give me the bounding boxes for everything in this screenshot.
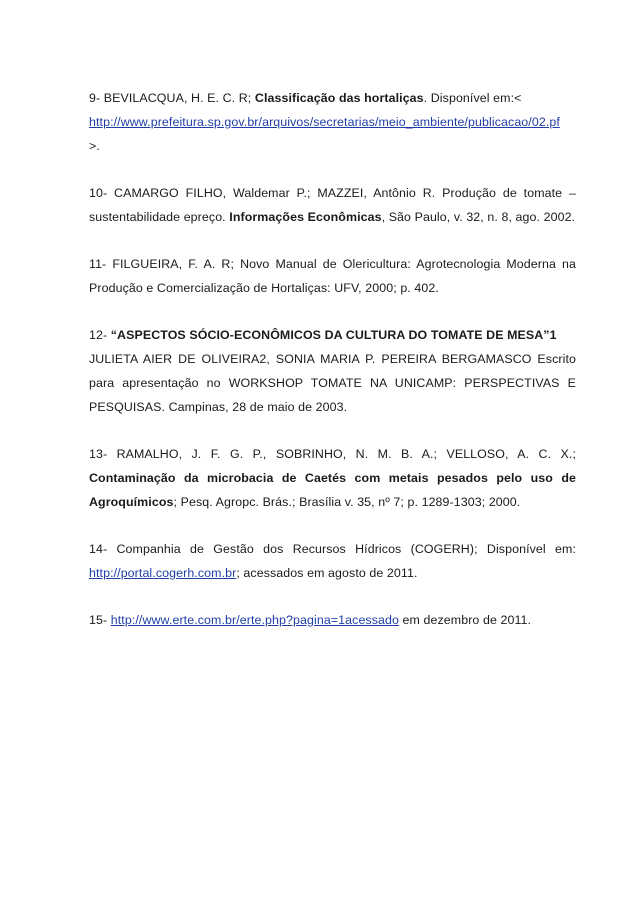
reference-14-source: 14- Companhia de Gestão dos Recursos Hídricos (COGERH); Disponível em: [89,542,576,556]
reference-10-authors: 10- CAMARGO FILHO, Waldemar P.; MAZZEI, Antônio R. Produção de tomate – sustentabilidade epreço. [89,186,576,224]
reference-9-title: Classificação das hortaliças [254,91,424,105]
reference-15-suffix: em dezembro de 2011. [399,613,532,627]
reference-10 [89,181,576,229]
reference-9-suffix: >. [89,139,100,153]
reference-12 [89,323,576,419]
reference-13-title: Contaminação da microbacia de Caetés com metais pesados pelo uso de Agroquímicos [89,471,576,509]
reference-list [89,86,576,655]
reference-13-authors: 13- RAMALHO, J. F. G. P., SOBRINHO, N. M. B. A.; VELLOSO, A. C. X.; [89,447,576,461]
reference-12-title: “ASPECTOS SÓCIO-ECONÔMICOS DA CULTURA DO TOMATE DE MESA”1 [110,328,557,342]
reference-10-suffix: , São Paulo, v. 32, n. 8, ago. 2002. [381,210,576,224]
reference-11-text: 11- FILGUEIRA, F. A. R; Novo Manual de Olericultura: Agrotecnologia Moderna na Produção e Comercialização de Hortaliças: UFV, 2000; p. 402. [89,257,576,295]
reference-9-link[interactable]: http://www.prefeitura.sp.gov.br/arquivos/secretarias/meio_ambiente/publicacao/02.pf [89,115,560,129]
reference-9-available-at: . Disponível em:< [423,91,522,105]
reference-11 [89,252,576,300]
reference-15 [89,608,576,632]
reference-10-journal: Informações Econômicas [229,210,382,224]
reference-14-link[interactable]: http://portal.cogerh.com.br [89,566,237,580]
reference-9-authors: 9- BEVILACQUA, H. E. C. R; [89,91,255,105]
reference-13-suffix: ; Pesq. Agropc. Brás.; Brasília v. 35, nº 7; p. 1289-1303; 2000. [173,495,521,509]
reference-9 [89,86,576,158]
reference-13 [89,442,576,514]
reference-15-number: 15- [89,613,111,627]
reference-14 [89,537,576,585]
reference-14-suffix: ; acessados em agosto de 2011. [236,566,418,580]
reference-12-number: 12- [89,328,111,342]
reference-15-link[interactable]: http://www.erte.com.br/erte.php?pagina=1acessado [110,613,400,627]
reference-12-details: JULIETA AIER DE OLIVEIRA2, SONIA MARIA P. PEREIRA BERGAMASCO Escrito para apresentação no WORKSHOP TOMATE NA UNICAMP: PERSPECTIVAS E PESQUISAS. Campinas, 28 de maio de 2003. [89,352,576,414]
